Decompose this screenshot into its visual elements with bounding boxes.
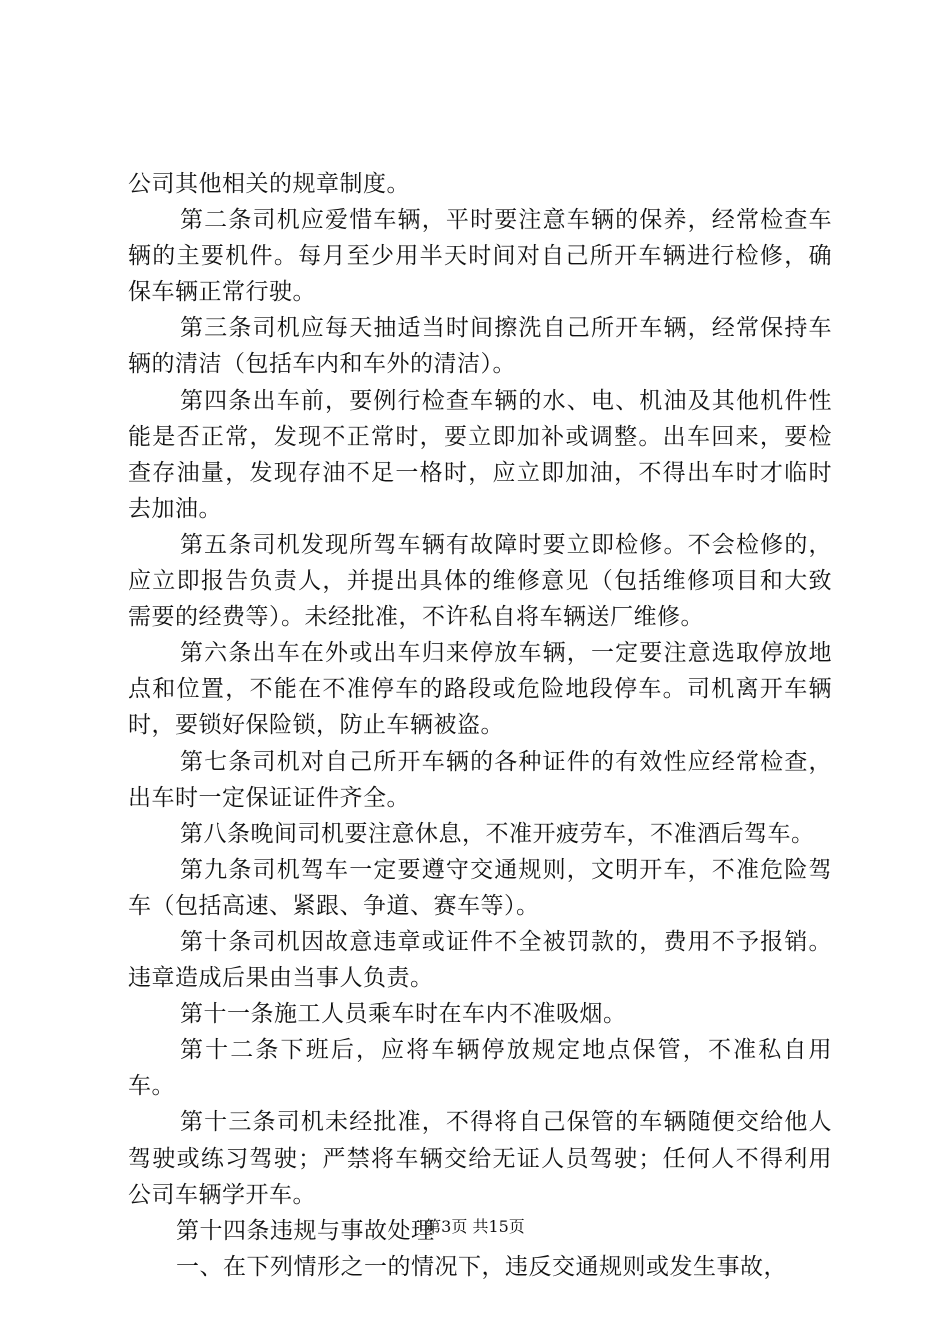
paragraph-article-2: 第二条司机应爱惜车辆，平时要注意车辆的保养，经常检查车辆的主要机件。每月至少用半天时间对自己所开车辆进行检修，确保车辆正常行驶。 <box>128 207 832 306</box>
document-body <box>128 166 832 1285</box>
paragraph-article-5: 第五条司机发现所驾车辆有故障时要立即检修。不会检修的，应立即报告负责人，并提出具体的维修意见（包括维修项目和大致需要的经费等）。未经批准，不许私自将车辆送厂维修。 <box>128 531 832 631</box>
paragraph-article-11: 第十一条施工人员乘车时在车内不准吸烟。 <box>180 1001 627 1028</box>
paragraph-article-13: 第十三条司机未经批准，不得将自己保管的车辆随便交给他人驾驶或练习驾驶；严禁将车辆交给无证人员驾驶；任何人不得利用公司车辆学开车。 <box>128 1109 832 1208</box>
paragraph-article-6: 第六条出车在外或出车归来停放车辆，一定要注意选取停放地点和位置，不能在不准停车的路段或危险地段停车。司机离开车辆时，要锁好保险锁，防止车辆被盗。 <box>128 640 832 739</box>
paragraph-article-14-heading: 第十四条违规与事故处理 <box>176 1217 435 1244</box>
paragraph-article-8: 第八条晚间司机要注意休息，不准开疲劳车，不准酒后驾车。 <box>180 820 815 847</box>
paragraph-item-1: 一、在下列情形之一的情况下，违反交通规则或发生事故， <box>176 1253 787 1280</box>
page-footer: 第3页 共15页 <box>425 1217 525 1236</box>
paragraph-article-4: 第四条出车前，要例行检查车辆的水、电、机油及其他机件性能是否正常，发现不正常时，要立即加补或调整。出车回来，要检查存油量，发现存油不足一格时，应立即加油，不得出车时才临时去加油。 <box>128 387 832 522</box>
paragraph-article-10: 第十条司机因故意违章或证件不全被罚款的，费用不予报销。违章造成后果由当事人负责。 <box>128 928 832 992</box>
paragraph-continuation: 公司其他相关的规章制度。 <box>128 171 410 197</box>
paragraph-article-9: 第九条司机驾车一定要遵守交通规则，文明开车，不准危险驾车（包括高速、紧跟、争道、赛车等）。 <box>128 856 832 919</box>
paragraph-article-3: 第三条司机应每天抽适当时间擦洗自己所开车辆，经常保持车辆的清洁（包括车内和车外的清洁）。 <box>128 315 832 378</box>
paragraph-article-12: 第十二条下班后，应将车辆停放规定地点保管，不准私自用车。 <box>128 1037 832 1100</box>
paragraph-article-7: 第七条司机对自己所开车辆的各种证件的有效性应经常检查，出车时一定保证证件齐全。 <box>128 748 832 811</box>
